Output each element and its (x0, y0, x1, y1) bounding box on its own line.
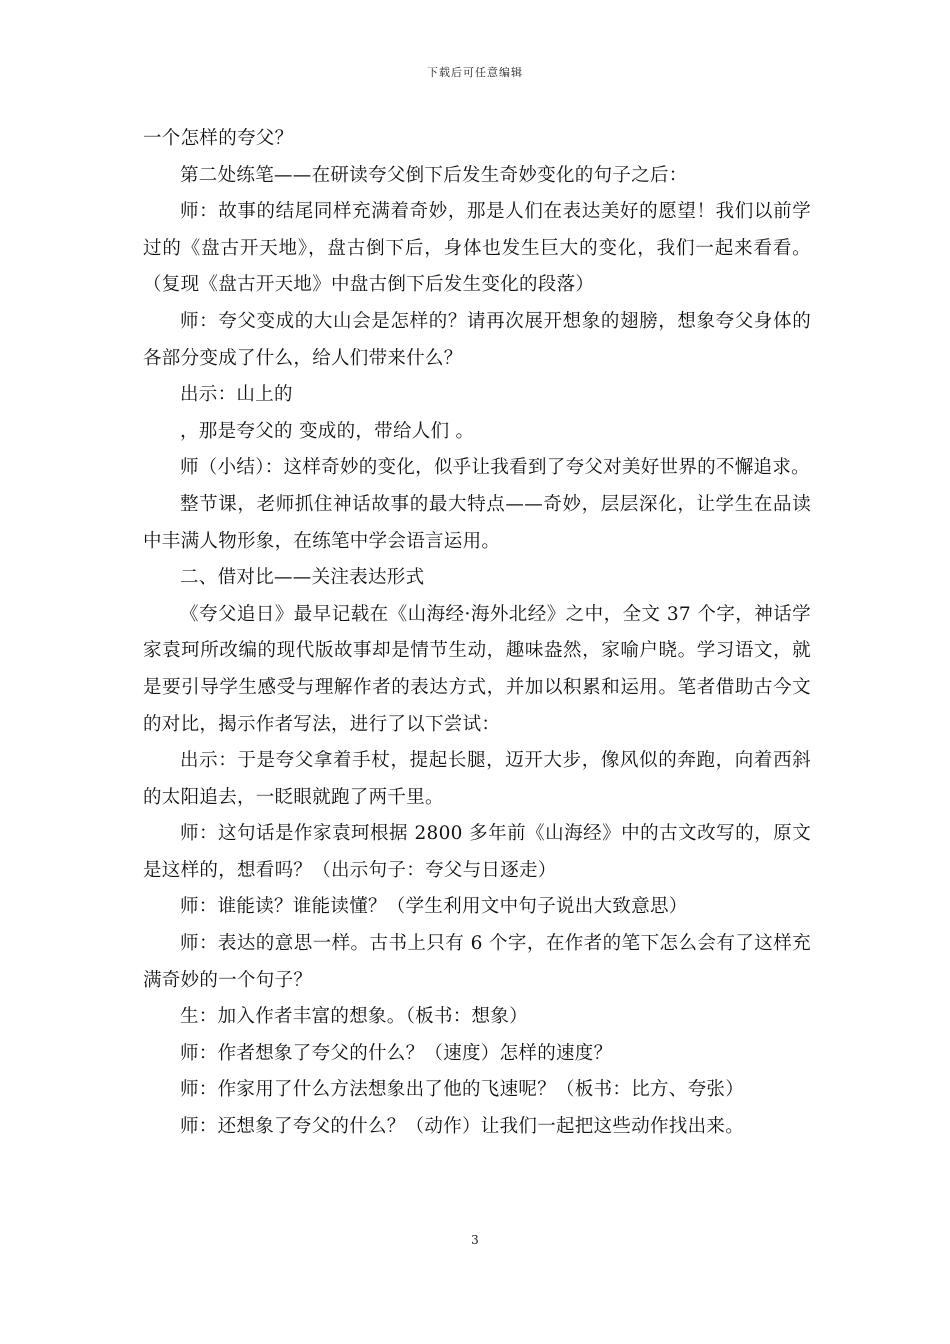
page-header: 下载后可任意编辑 (427, 66, 523, 79)
paragraph: 师：这句话是作家袁珂根据 2800 多年前《山海经》中的古文改写的，原文是这样的，想看吗？（出示句子：夸父与日逐走） (143, 823, 811, 881)
paragraph: 师：表达的意思一样。古书上只有 6 个字，在作者的笔下怎么会有了这样充满奇妙的一个句子？ (143, 933, 811, 991)
paragraph: 整节课，老师抓住神话故事的最大特点——奇妙，层层深化，让学生在品读中丰满人物形象，在练笔中学会语言运用。 (143, 493, 811, 552)
document-body (143, 121, 811, 1146)
paragraph: 师：作者想象了夸父的什么？（速度）怎样的速度？ (180, 1042, 613, 1064)
paragraph: 《夸父追日》最早记载在《山海经·海外北经》之中，全文 37 个字，神话学家袁珂所改编的现代版故事却是情节生动，趣味盎然，家喻户晓。学习语文，就是要引导学生感受与理解作者的表达方式，并加以积累和运用。笔者借助古今文的对比，揭示作者写法，进行了以下尝试： (143, 603, 811, 735)
paragraph: 出示：山上的 (180, 384, 293, 406)
paragraph: 师（小结）：这样奇妙的变化，似乎让我看到了夸父对美好世界的不懈追求。 (180, 457, 810, 479)
paragraph: 师：故事的结尾同样充满着奇妙，那是人们在表达美好的愿望！我们以前学过的《盘古开天地》，盘古倒下后，身体也发生巨大的变化，我们一起来看看。（复现《盘古开天地》中盘古倒下后发生变化的段落） (143, 201, 811, 296)
paragraph: 出示：于是夸父拿着手杖，提起长腿，迈开大步，像风似的奔跑，向着西斜的太阳追去，一眨眼就跑了两千里。 (143, 750, 811, 808)
paragraph: 生：加入作者丰富的想象。（板书：想象） (180, 1006, 528, 1028)
paragraph: ，那是夸父的 变成的，带给人们 。 (180, 420, 475, 442)
paragraph: 师：夸父变成的大山会是怎样的？请再次展开想象的翅膀，想象夸父身体的各部分变成了什么，给人们带来什么？ (143, 310, 811, 369)
paragraph: 师：谁能读？谁能读懂？（学生利用文中句子说出大致意思） (180, 896, 688, 918)
paragraph: 第二处练笔——在研读夸父倒下后发生奇妙变化的句子之后： (180, 164, 688, 186)
paragraph: 一个怎样的夸父？ (143, 128, 294, 149)
paragraph: 师：还想象了夸父的什么？（动作）让我们一起把这些动作找出来。 (180, 1116, 745, 1138)
section-heading: 二、借对比——关注表达形式 (180, 567, 425, 589)
page-number: 3 (471, 1233, 479, 1247)
paragraph: 师：作家用了什么方法想象出了他的飞速呢？（板书：比方、夸张） (180, 1079, 745, 1101)
